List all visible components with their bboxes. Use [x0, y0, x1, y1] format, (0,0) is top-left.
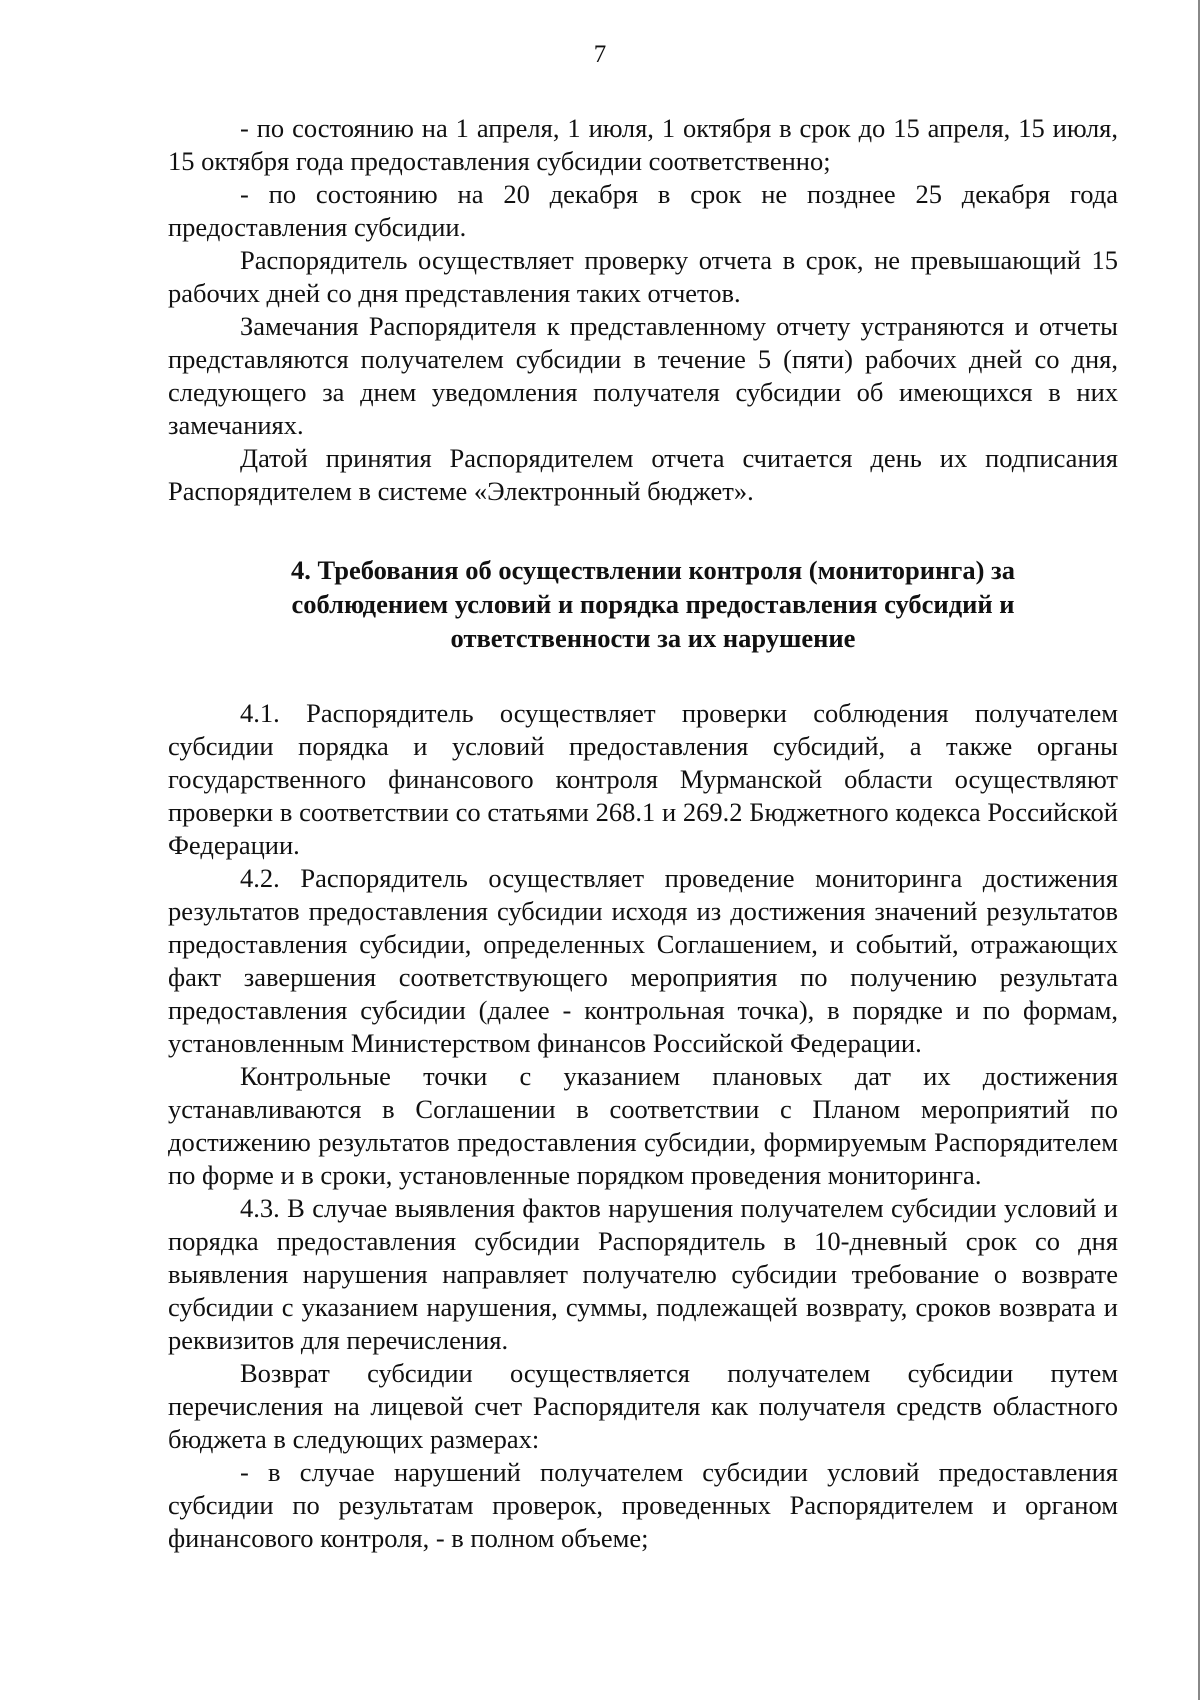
paragraph-4-1: 4.1. Распорядитель осуществляет проверки соблюдения получателем субсидии порядка и условий предоставления субсидий, а также органы государственного финансового контроля Мурманской области осуществляют проверки в соответствии со статьями 268.1 и 269.2 Бюджетного кодекса Российской Федерации. [168, 698, 1118, 860]
section-heading: 4. Требования об осуществлении контроля (мониторинга) за соблюдением условий и порядка предоставления субсидий и ответственности за их нарушение [291, 555, 1015, 653]
paragraph-4-3: 4.3. В случае выявления фактов нарушения получателем субсидии условий и порядка предоставления субсидии Распорядитель в 10-дневный срок со дня выявления нарушения направляет получателю субсидии требование о возврате субсидии с указанием нарушения, суммы, подлежащей возврату, сроков возврата и реквизитов для перечисления. [168, 1193, 1118, 1355]
paragraph-refund: Возврат субсидии осуществляется получателем субсидии путем перечисления на лицевой счет Распорядителя как получателя средств областного бюджета в следующих размерах: [168, 1358, 1118, 1454]
paragraph-remarks: Замечания Распорядителя к представленному отчету устраняются и отчеты представляются получателем субсидии в течение 5 (пяти) рабочих дней со дня, следующего за днем уведомления получателя субсидии об имеющихся в них замечаниях. [168, 311, 1118, 440]
paragraph-control-points: Контрольные точки с указанием плановых дат их достижения устанавливаются в Соглашении в соответствии с Планом мероприятий по достижению результатов предоставления субсидии, формируемым Распорядителем по форме и в сроки, установленные порядком проведения мониторинга. [168, 1061, 1118, 1190]
document-body [168, 112, 1118, 1555]
paragraph-4-2: 4.2. Распорядитель осуществляет проведение мониторинга достижения результатов предоставления субсидии исходя из достижения значений результатов предоставления субсидии, определенных Соглашением, и событий, отражающих факт завершения соответствующего мероприятия по получению результата предоставления субсидии (далее - контрольная точка), в порядке и по формам, установленным Министерством финансов Российской Федерации. [168, 863, 1118, 1058]
paragraph-acceptance-date: Датой принятия Распорядителем отчета считается день их подписания Распорядителем в системе «Электронный бюджет». [168, 443, 1118, 506]
paragraph-report-check: Распорядитель осуществляет проверку отчета в срок, не превышающий 15 рабочих дней со дня представления таких отчетов. [168, 245, 1118, 308]
paragraph-full-refund: - в случае нарушений получателем субсидии условий предоставления субсидии по результатам проверок, проведенных Распорядителем и органом финансового контроля, - в полном объеме; [168, 1457, 1118, 1553]
paragraph-reporting-dates-quarterly: - по состоянию на 1 апреля, 1 июля, 1 октября в срок до 15 апреля, 15 июля, 15 октября года предоставления субсидии соответственно; [168, 113, 1118, 176]
page-number: 7 [593, 41, 607, 68]
paragraph-reporting-dates-annual: - по состоянию на 20 декабря в срок не позднее 25 декабря года предоставления субсидии. [168, 179, 1118, 242]
